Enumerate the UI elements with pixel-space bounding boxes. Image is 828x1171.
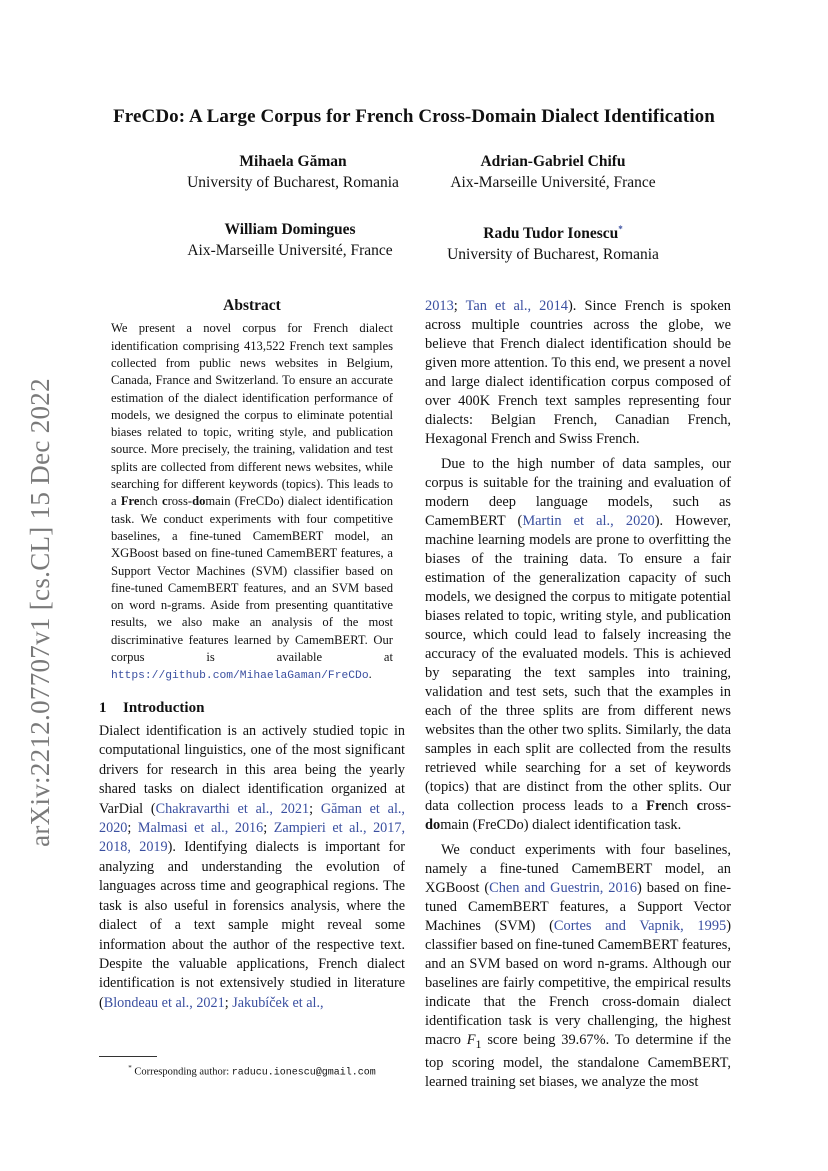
body-paragraph: 2013; Tan et al., 2014). Since French is spoken across multiple countries across the globe, we believe that French dialect identification should be given more attention. To this end, we present a novel and large dialect identification corpus composed of over 400K French text samples representing four dialects: Belgian French, Canadian French, Hexagonal French and Swiss French. [425,298,731,447]
author-name: William Domingues [224,221,356,238]
arxiv-stamp: arXiv:2212.07707v1 [cs.CL] 15 Dec 2022 [24,377,55,847]
citation-link[interactable]: Martin et al., 2020 [522,513,655,529]
citation-link[interactable]: Chen and Guestrin, 2016 [489,880,638,896]
citation-link[interactable]: Zampieri et al., 2017, 2018, 2019 [99,820,405,856]
author-name: Mihaela Găman [239,153,347,170]
citation-link[interactable]: Tan et al., 2014 [465,298,568,314]
section-heading-introduction: 1 Introduction [99,699,205,716]
footnote-mark: * [618,224,623,234]
citation-link[interactable]: Jakubíček et al., [232,994,324,1011]
citation-link[interactable]: Chakravarthi et al., 2021 [155,800,310,817]
abstract-text: We present a novel corpus for French dialect identification comprising 413,522 French text samples collected from public news websites in Belgium, Canada, France and Switzerland. To ensure an accurate estimation of the dialect identification performance of models, we designed the corpus to eliminate potential biases related to topic, writing style, and publication source. More precisely, the training, validation and test splits are collected from different news websites, while searching for different keywords (topics). This leads to a French cross-domain (FreCDo) dialect identification task. We conduct experiments with four competitive baselines, a fine-tuned CamemBERT model, an XGBoost based on fine-tuned CamemBERT features, a Support Vector Machines (SVM) classifier based on fine-tuned CamemBERT features, and an SVM based on word n-grams. Aside from presenting quantitative results, we also make an analysis of the most discriminative features learned by CamemBERT. Our corpus is available at https://github.com/MihaelaGaman/FreCDo. [111,321,393,683]
citation-link[interactable]: Găman et al., 2020 [99,800,405,837]
citation-link[interactable]: Malmasi et al., 2016 [137,820,264,837]
intro-paragraph: Dialect identification is an actively studied topic in computational linguistics, one of the most significant drivers for research in this area being the yearly shared tasks on dialect identification organized at VarDial (Chakravarthi et al., 2021; Găman et al., 2020; Malmasi et al., 2016; Zampieri et al., 2017, 2018, 2019). Identifying dialects is important for analyzing and understanding the evolution of languages across time and geographical regions. The task is also useful in forensics analysis, where the dialect of a text sample might reveal some information about the author of the respective text. Despite the valuable applications, French dialect identification is not extensively studied in literature (Blondeau et al., 2021; Jakubíček et al., [99,723,406,1011]
footnote: * Corresponding author: raducu.ionescu@gmail.com [128,1064,376,1079]
author-name: Radu Tudor Ionescu* [483,224,623,243]
body-paragraph: We conduct experiments with four baselines, namely a fine-tuned CamemBERT model, an XGBoost (Chen and Guestrin, 2016) based on fine-tuned CamemBERT features, a Support Vector Machines (SVM) (Cortes and Vapnik, 1995) classifier based on fine-tuned CamemBERT features, and an SVM based on word n-grams. Although our baselines are fairly competitive, the empirical results indicate that the French cross-domain dialect identification task is very challenging, the highest macro $F_1$ score being 39.67%. To determine if the top scoring model, the standalone CamemBERT, learned training set biases, we analyze the most [425,842,732,1090]
left-column [99,296,405,1013]
author-block [130,219,450,261]
author-affiliation: University of Bucharest, Romania [447,246,659,264]
author-affiliation: Aix-Marseille Université, France [187,242,393,259]
author-block [408,151,698,193]
citation-link[interactable]: 2013 [425,298,454,314]
author-name: Adrian-Gabriel Chifu [480,153,626,170]
footnote-email: raducu.ionescu@gmail.com [231,1067,376,1079]
author-affiliation: University of Bucharest, Romania [187,174,399,191]
corpus-link[interactable]: https://github.com/MihaelaGaman/FreCDo [111,670,369,683]
author-block [148,151,438,193]
author-block [408,219,698,265]
citation-link[interactable]: Blondeau et al., 2021 [103,994,225,1011]
citation-link[interactable]: Cortes and Vapnik, 1995 [553,918,727,934]
paper-title: FreCDo: A Large Corpus for French Cross-Domain Dialect Identification [113,106,715,127]
right-column [425,297,731,1092]
author-affiliation: Aix-Marseille Université, France [450,174,656,191]
body-paragraph: Due to the high number of data samples, our corpus is suitable for the training and evaluation of modern deep language models, such as CamemBERT (Martin et al., 2020). However, machine learning models are prone to overfitting the biases of the training data. To ensure a fair estimation of the generalization capacity of such models, we designed the corpus to mitigate potential biases related to topic, writing style, and publication source, which could lead to falsely increasing the accuracy of the evaluated models. This is achieved by separating the text samples into training, validation and test sets, such that the examples in each of the three splits are from different news websites than the other two splits. Similarly, the data samples in each split are collected from the results retrieved while searching for a set of keywords (topics) that are distinct from the other splits. Our data collection process leads to a French cross-domain (FreCDo) dialect identification task. [425,456,731,833]
abstract-heading: Abstract [223,297,281,314]
footnote-rule [99,1056,157,1057]
